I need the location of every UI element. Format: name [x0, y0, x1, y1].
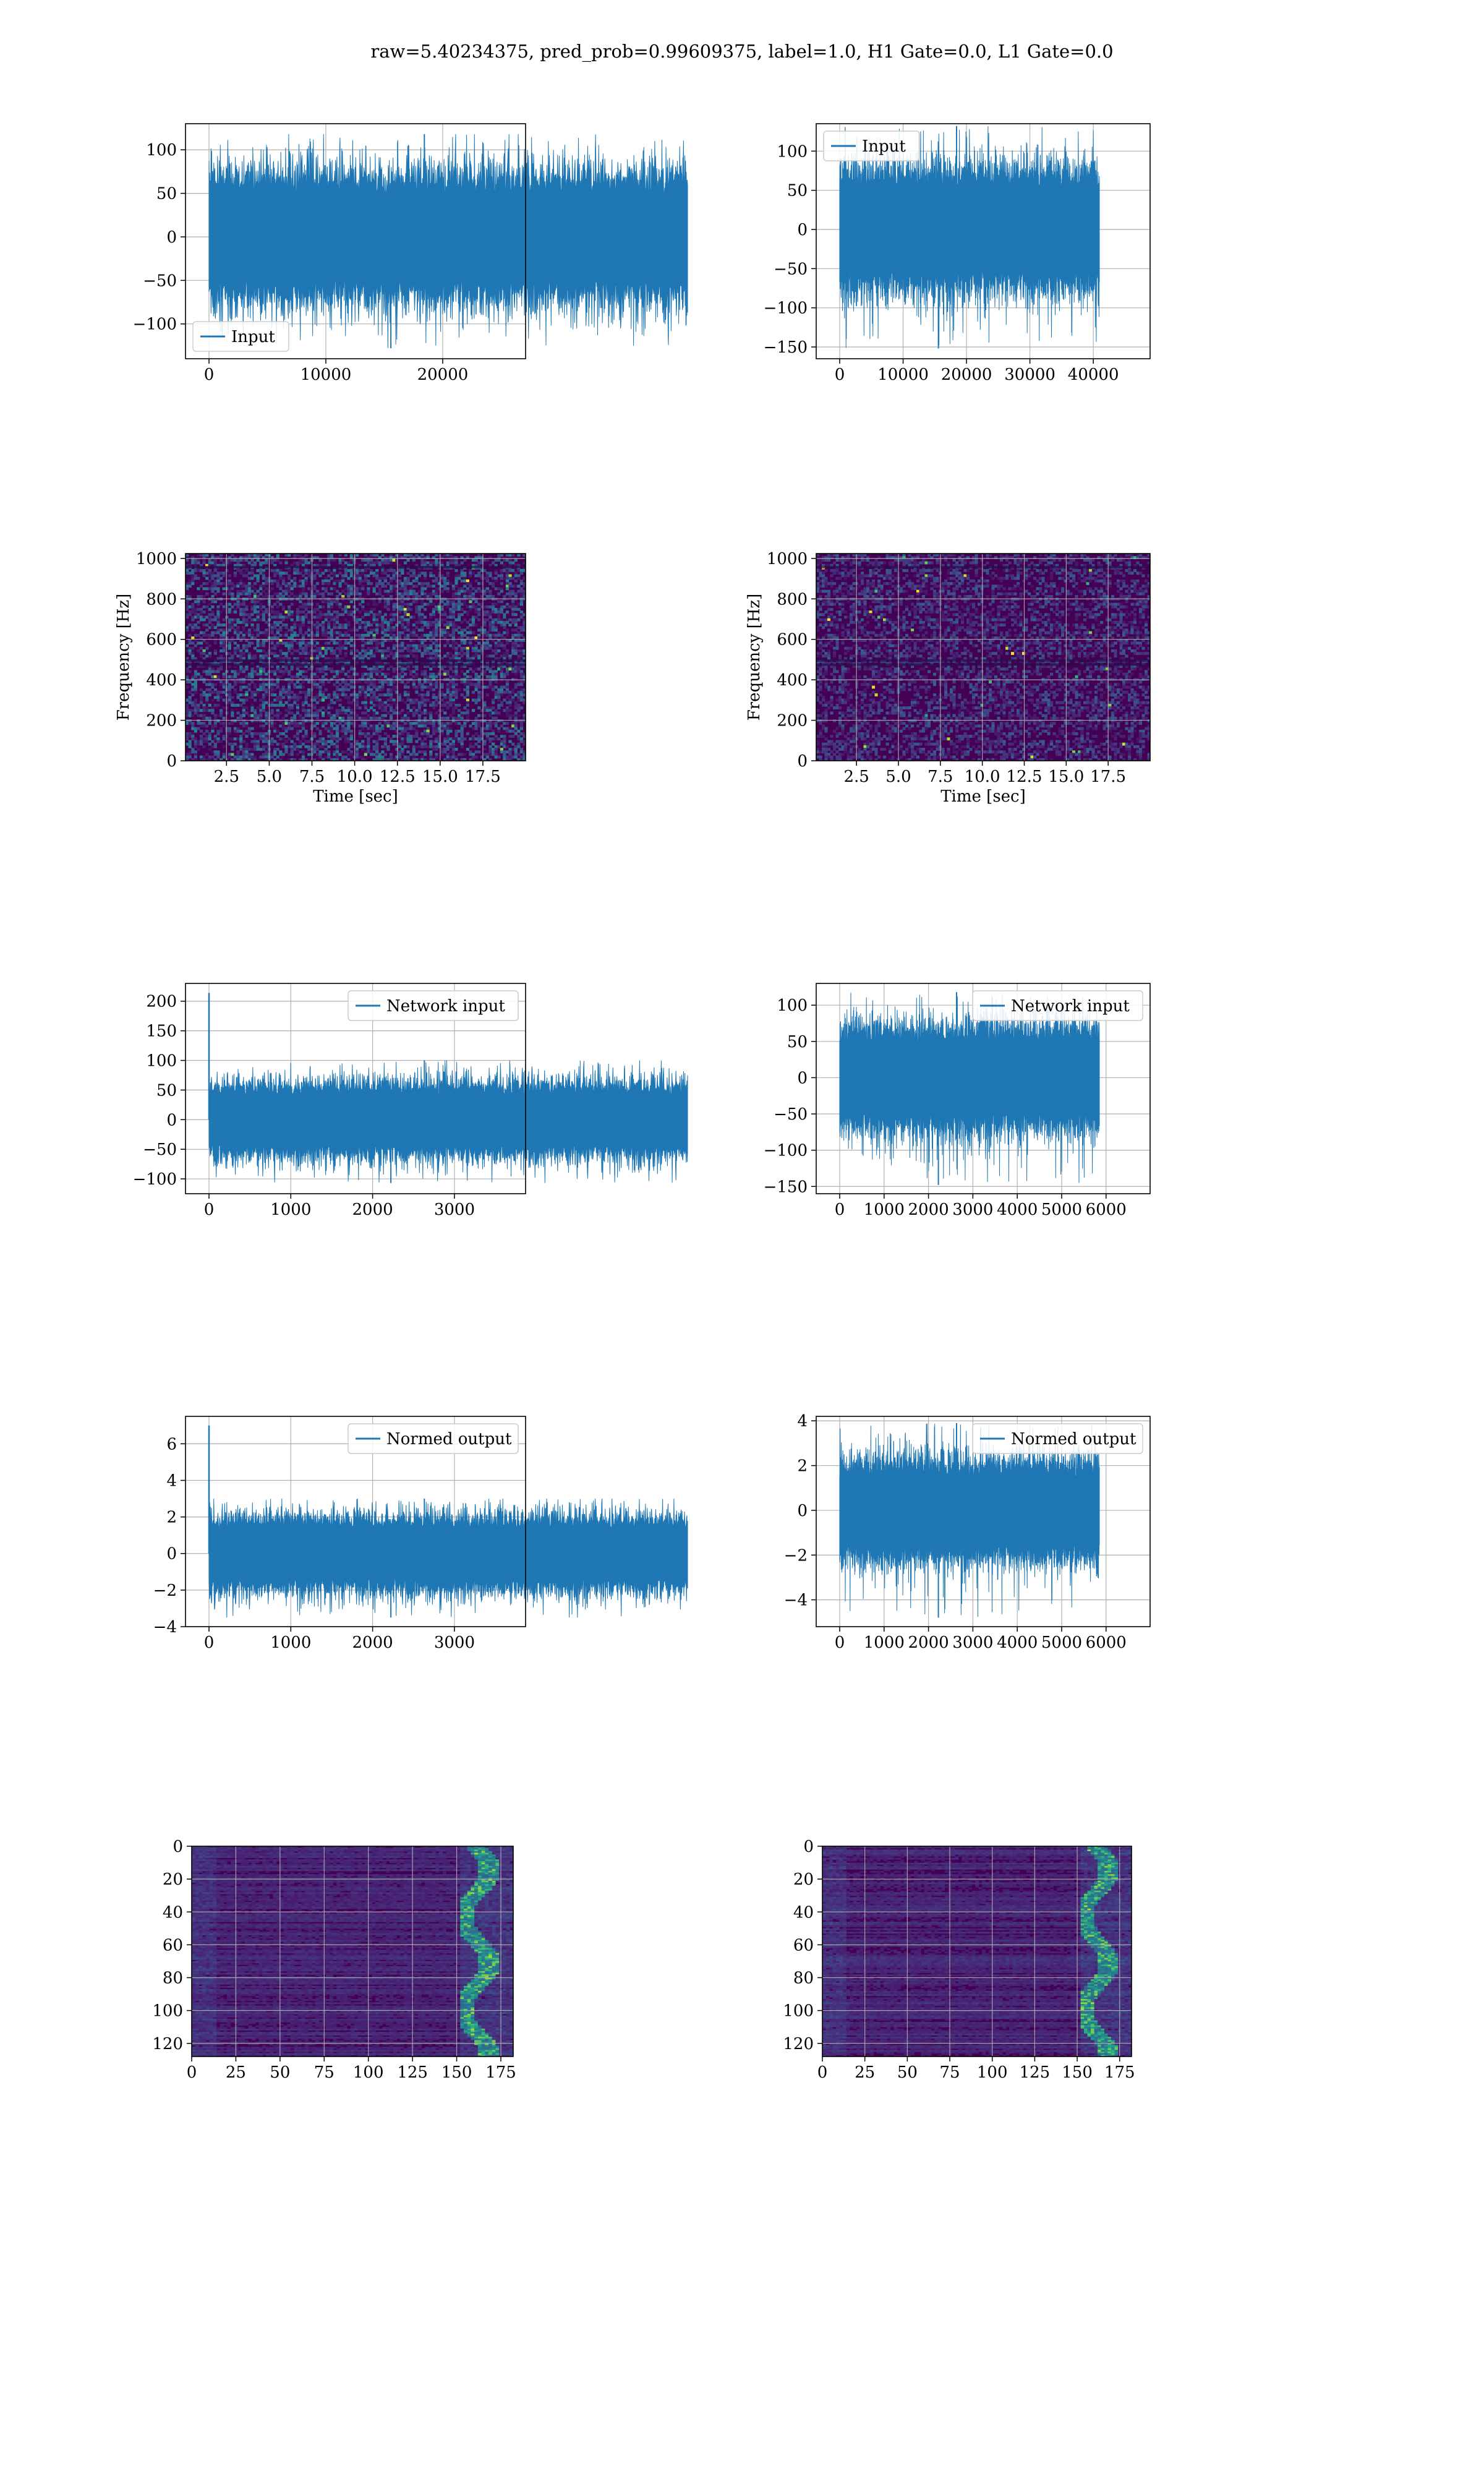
y-tick-label: 0 [797, 752, 808, 771]
x-tick-label: 50 [897, 2063, 918, 2082]
x-tick-label: 5.0 [257, 768, 282, 786]
x-tick-label: 0 [204, 1633, 215, 1652]
subplot-p01 [764, 124, 1150, 384]
y-axis-label: Frequency [Hz] [114, 594, 133, 721]
x-tick-label: 125 [1020, 2063, 1051, 2082]
y-tick-label: 200 [146, 993, 177, 1011]
x-tick-label: 10.0 [337, 768, 373, 786]
x-tick-label: 0 [204, 1201, 215, 1219]
y-tick-label: 1000 [136, 550, 177, 568]
legend [973, 1424, 1143, 1453]
x-tick-label: 12.5 [1007, 768, 1043, 786]
x-tick-label: 7.5 [299, 768, 325, 786]
subplot-p00 [133, 124, 688, 384]
x-tick-label: 2.5 [214, 768, 239, 786]
y-tick-label: 120 [152, 2035, 183, 2053]
subplot-p21 [764, 983, 1150, 1219]
x-tick-label: 17.5 [1090, 768, 1126, 786]
legend-label: Normed output [1011, 1430, 1136, 1449]
x-axis-label: Time [sec] [940, 787, 1026, 806]
y-tick-label: 80 [793, 1969, 814, 1988]
x-tick-label: 3000 [434, 1201, 475, 1219]
x-tick-label: 0 [187, 2063, 197, 2082]
y-tick-label: −4 [784, 1591, 808, 1610]
x-tick-label: 1000 [864, 1633, 905, 1652]
x-tick-label: 3000 [952, 1633, 993, 1652]
y-tick-label: 50 [787, 182, 808, 200]
subplot-p10 [114, 550, 526, 806]
x-tick-label: 4000 [997, 1201, 1038, 1219]
y-tick-label: 100 [146, 141, 177, 160]
y-tick-label: 100 [777, 142, 808, 161]
y-tick-label: 50 [156, 185, 177, 203]
y-tick-label: 2 [166, 1509, 177, 1527]
subplot-p40 [152, 1838, 516, 2082]
y-tick-label: 20 [163, 1870, 183, 1889]
legend [193, 322, 289, 351]
y-tick-label: −2 [153, 1582, 177, 1600]
y-tick-label: 0 [797, 1069, 808, 1087]
y-tick-label: 4 [166, 1471, 177, 1490]
x-tick-label: 2000 [908, 1201, 949, 1219]
y-tick-label: −4 [153, 1618, 177, 1637]
x-tick-label: 0 [204, 366, 215, 384]
x-tick-label: 175 [485, 2063, 516, 2082]
legend-label: Network input [1011, 997, 1130, 1016]
y-tick-label: 40 [163, 1903, 183, 1922]
x-tick-label: 100 [977, 2063, 1008, 2082]
x-tick-label: 15.0 [422, 768, 458, 786]
x-tick-label: 0 [835, 366, 845, 384]
x-tick-label: 2000 [352, 1633, 393, 1652]
x-tick-label: 15.0 [1048, 768, 1084, 786]
y-tick-label: 0 [797, 1502, 808, 1520]
x-tick-label: 2000 [352, 1201, 393, 1219]
y-tick-label: 0 [803, 1838, 814, 1856]
subplot-p31 [784, 1412, 1150, 1652]
x-tick-label: 2.5 [843, 768, 869, 786]
y-tick-label: 0 [166, 752, 177, 771]
x-tick-label: 0 [835, 1201, 845, 1219]
legend-label: Normed output [386, 1430, 512, 1449]
x-tick-label: 3000 [952, 1201, 993, 1219]
y-tick-label: −50 [774, 1105, 808, 1124]
x-axis-label: Time [sec] [313, 787, 398, 806]
legend [824, 131, 919, 161]
subplot-p20 [133, 983, 688, 1219]
x-tick-label: 7.5 [927, 768, 953, 786]
x-tick-label: 30000 [1004, 366, 1055, 384]
x-tick-label: 125 [397, 2063, 428, 2082]
subplot-p30 [153, 1416, 688, 1652]
y-tick-label: −50 [143, 272, 177, 290]
y-tick-label: 600 [777, 631, 808, 649]
legend-label: Input [862, 137, 906, 156]
y-tick-label: −2 [784, 1546, 808, 1565]
x-tick-label: 175 [1104, 2063, 1135, 2082]
subplot-p11 [745, 550, 1151, 806]
y-tick-label: 800 [777, 590, 808, 609]
x-tick-label: 5000 [1041, 1633, 1082, 1652]
y-tick-label: 20 [793, 1870, 814, 1889]
x-tick-label: 4000 [997, 1633, 1038, 1652]
y-tick-label: 150 [146, 1022, 177, 1041]
x-tick-label: 25 [855, 2063, 875, 2082]
y-tick-label: 1000 [767, 550, 808, 568]
x-tick-label: 1000 [270, 1201, 311, 1219]
legend [348, 991, 518, 1021]
y-axis-label: Frequency [Hz] [745, 594, 764, 721]
x-tick-label: 1000 [864, 1201, 905, 1219]
y-tick-label: 100 [777, 996, 808, 1015]
subplot-p41 [783, 1838, 1135, 2082]
y-tick-label: −50 [143, 1141, 177, 1159]
x-tick-label: 150 [1062, 2063, 1093, 2082]
y-tick-label: 100 [146, 1052, 177, 1071]
x-tick-label: 6000 [1086, 1201, 1127, 1219]
y-tick-label: −150 [764, 338, 808, 357]
x-tick-label: 10000 [301, 366, 352, 384]
y-tick-label: 40 [793, 1903, 814, 1922]
x-tick-label: 50 [270, 2063, 290, 2082]
x-tick-label: 20000 [941, 366, 992, 384]
x-tick-label: 1000 [270, 1633, 311, 1652]
y-tick-label: 4 [797, 1412, 808, 1431]
y-tick-label: 50 [156, 1081, 177, 1100]
y-tick-label: 6 [166, 1435, 177, 1453]
legend [973, 991, 1143, 1021]
y-tick-label: 0 [166, 1545, 177, 1564]
x-tick-label: 10000 [877, 366, 929, 384]
y-tick-label: 60 [793, 1936, 814, 1954]
legend-label: Network input [386, 997, 505, 1016]
y-tick-label: 80 [163, 1969, 183, 1988]
figure-title: raw=5.40234375, pred_prob=0.99609375, label=1.0, H1 Gate=0.0, L1 Gate=0.0 [0, 41, 1484, 62]
y-tick-label: 200 [146, 712, 177, 730]
y-tick-label: 400 [146, 671, 177, 690]
y-tick-label: −100 [764, 299, 808, 318]
x-tick-label: 0 [817, 2063, 828, 2082]
x-tick-label: 2000 [908, 1633, 949, 1652]
x-tick-label: 20000 [417, 366, 469, 384]
x-tick-label: 150 [441, 2063, 472, 2082]
x-tick-label: 25 [226, 2063, 246, 2082]
y-tick-label: 0 [173, 1838, 183, 1856]
x-tick-label: 3000 [434, 1633, 475, 1652]
x-tick-label: 40000 [1068, 366, 1119, 384]
x-tick-label: 10.0 [965, 768, 1000, 786]
y-tick-label: −100 [764, 1142, 808, 1160]
y-tick-label: 0 [797, 221, 808, 239]
y-tick-label: 2 [797, 1457, 808, 1476]
y-tick-label: 0 [166, 228, 177, 247]
y-tick-label: 600 [146, 631, 177, 649]
x-tick-label: 75 [939, 2063, 960, 2082]
x-tick-label: 17.5 [465, 768, 501, 786]
y-tick-label: −150 [764, 1178, 808, 1196]
y-tick-label: 120 [783, 2035, 814, 2053]
x-tick-label: 5000 [1041, 1201, 1082, 1219]
x-tick-label: 100 [353, 2063, 384, 2082]
legend-label: Input [231, 328, 275, 346]
y-tick-label: 200 [777, 712, 808, 730]
y-tick-label: 800 [146, 590, 177, 609]
y-tick-label: 100 [783, 2002, 814, 2021]
x-tick-label: 75 [314, 2063, 335, 2082]
y-tick-label: 50 [787, 1033, 808, 1051]
y-tick-label: −50 [774, 260, 808, 278]
x-tick-label: 0 [835, 1633, 845, 1652]
legend [348, 1424, 518, 1453]
y-tick-label: 400 [777, 671, 808, 690]
x-tick-label: 12.5 [380, 768, 416, 786]
x-tick-label: 5.0 [885, 768, 911, 786]
y-tick-label: −100 [133, 315, 177, 334]
y-tick-label: 60 [163, 1936, 183, 1954]
x-tick-label: 6000 [1086, 1633, 1127, 1652]
y-tick-label: −100 [133, 1170, 177, 1189]
y-tick-label: 0 [166, 1111, 177, 1129]
y-tick-label: 100 [152, 2002, 183, 2021]
